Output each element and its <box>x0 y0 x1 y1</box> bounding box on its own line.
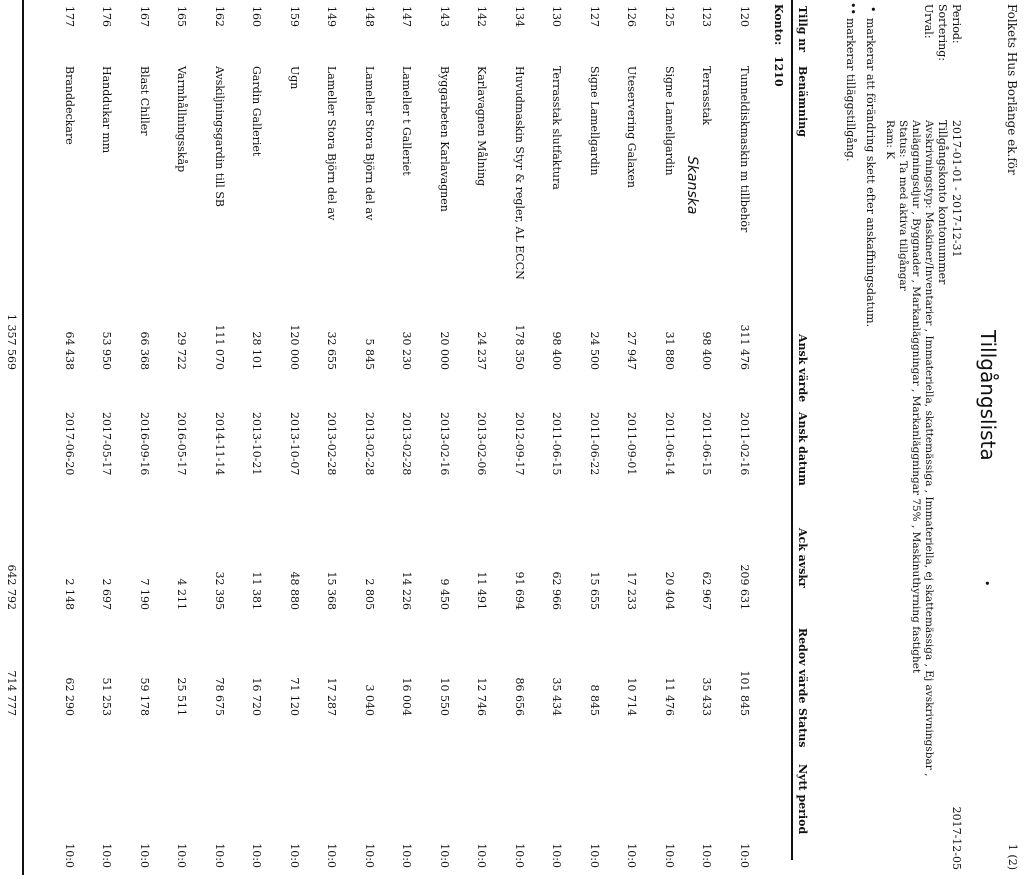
column-header-status: Status <box>796 708 809 748</box>
cell-asset-number: 176 <box>100 6 113 27</box>
cell-asset-number: 159 <box>288 6 301 27</box>
title-dot: • <box>980 580 993 587</box>
cell-accumulated-depreciation: 91 694 <box>513 571 526 610</box>
cell-accumulated-depreciation: 20 404 <box>663 571 676 610</box>
cell-acquisition-date: 2017-06-20 <box>63 412 76 476</box>
cell-asset-number: 125 <box>663 6 676 27</box>
cell-acquisition-date: 2013-02-28 <box>325 412 338 476</box>
cell-accumulated-depreciation: 62 966 <box>550 571 563 610</box>
selection-label: Urval: <box>922 4 935 39</box>
cell-accumulated-depreciation: 2 148 <box>63 578 76 610</box>
cell-useful-life: 10:0 <box>513 843 526 868</box>
cell-acquisition-date: 2011-06-14 <box>663 412 676 476</box>
cell-book-value: 16 004 <box>400 677 413 716</box>
cell-accumulated-depreciation: 2 805 <box>363 578 376 610</box>
cell-book-value: 78 675 <box>213 677 226 716</box>
cell-acquisition-value: 178 350 <box>513 324 526 370</box>
totals-rule <box>22 0 24 875</box>
cell-acquisition-date: 2011-02-16 <box>738 412 751 476</box>
cell-description: Signe Lamellgardin <box>663 66 676 176</box>
cell-acquisition-value: 66 368 <box>138 331 151 370</box>
cell-useful-life: 10:0 <box>438 843 451 868</box>
cell-description: Lameller t Galleriet <box>400 66 413 176</box>
cell-book-value: 8 845 <box>588 684 601 716</box>
cell-acquisition-value: 31 880 <box>663 331 676 370</box>
selection-line-1: Avskrivningstyp: Maskiner/Inventarier , Immateriella, skattemässiga , Immateriella, ej skattemässiga , Ej avskrivningsbar , <box>923 120 935 777</box>
account-label: Konto: <box>772 4 785 46</box>
cell-accumulated-depreciation: 15 368 <box>325 571 338 610</box>
cell-description: Ugn <box>288 66 301 90</box>
cell-asset-number: 130 <box>550 6 563 27</box>
cell-acquisition-value: 32 655 <box>325 331 338 370</box>
cell-book-value: 59 178 <box>138 677 151 716</box>
cell-accumulated-depreciation: 9 450 <box>438 578 451 610</box>
cell-acquisition-date: 2012-09-17 <box>513 412 526 476</box>
cell-description: Karlavagnen Målning <box>475 66 488 187</box>
page-title: Tillgångslista <box>976 330 1000 461</box>
cell-asset-number: 147 <box>400 6 413 27</box>
cell-useful-life: 10:0 <box>138 843 151 868</box>
period-value: 2017-01-01 - 2017-12-31 <box>950 120 963 258</box>
cell-useful-life: 10:0 <box>700 843 713 868</box>
cell-acquisition-value: 29 722 <box>175 331 188 370</box>
account-number: 1210 <box>772 56 785 87</box>
cell-acquisition-value: 111 070 <box>213 324 226 370</box>
cell-acquisition-date: 2016-09-16 <box>138 412 151 476</box>
cell-acquisition-value: 27 947 <box>625 331 638 370</box>
column-header-book-value: Redov värde <box>796 628 809 704</box>
cell-acquisition-value: 64 438 <box>63 331 76 370</box>
cell-asset-number: 142 <box>475 6 488 27</box>
cell-acquisition-value: 311 476 <box>738 324 751 370</box>
cell-acquisition-value: 98 400 <box>550 331 563 370</box>
cell-useful-life: 10:0 <box>625 843 638 868</box>
cell-description: Signe Lamellgardin <box>588 66 601 176</box>
cell-description: Uteservering Galaxen <box>625 66 638 188</box>
cell-asset-number: 148 <box>363 6 376 27</box>
cell-accumulated-depreciation: 4 211 <box>175 578 188 610</box>
selection-line-3: Status: Ta med aktiva tillgångar <box>897 120 909 291</box>
cell-useful-life: 10:0 <box>175 843 188 868</box>
handwritten-annotation: Skanska <box>684 156 700 215</box>
cell-book-value: 17 287 <box>325 677 338 716</box>
note-2-marker: •• <box>846 2 859 15</box>
cell-book-value: 3 040 <box>363 684 376 716</box>
cell-useful-life: 10:0 <box>288 843 301 868</box>
cell-description: Lameller Stora Björn del av <box>325 66 338 221</box>
cell-acquisition-date: 2011-06-15 <box>550 412 563 476</box>
cell-acquisition-value: 20 000 <box>438 331 451 370</box>
cell-asset-number: 165 <box>175 6 188 27</box>
cell-acquisition-date: 2014-11-14 <box>213 412 226 476</box>
total-book-value: 714 777 <box>5 670 18 716</box>
cell-acquisition-value: 5 845 <box>363 338 376 370</box>
total-accumulated-depreciation: 642 792 <box>5 564 18 610</box>
cell-accumulated-depreciation: 62 967 <box>700 571 713 610</box>
report-date: 2017-12-05 <box>950 806 963 870</box>
cell-acquisition-value: 53 950 <box>100 331 113 370</box>
cell-book-value: 25 511 <box>175 677 188 716</box>
cell-acquisition-value: 98 400 <box>700 331 713 370</box>
cell-acquisition-date: 2011-06-15 <box>700 412 713 476</box>
header-rule <box>791 0 793 860</box>
cell-asset-number: 120 <box>738 6 751 27</box>
cell-book-value: 101 845 <box>738 670 751 716</box>
note-2-text: markerar tilläggstillgång. <box>844 18 857 162</box>
cell-accumulated-depreciation: 14 226 <box>400 571 413 610</box>
cell-description: Branddeckare <box>63 66 76 145</box>
cell-acquisition-date: 2013-02-06 <box>475 412 488 476</box>
cell-description: Varmhållningsskåp <box>175 66 188 173</box>
cell-asset-number: 143 <box>438 6 451 27</box>
cell-description: Gardin Galleriet <box>250 66 263 157</box>
cell-description: Lameller Stora Björn del av <box>363 66 376 221</box>
cell-acquisition-date: 2017-05-17 <box>100 412 113 476</box>
note-1-text: markerar att förändring skett efter anskaffningsdatum. <box>864 18 877 328</box>
column-header-acquisition-date: Ansk datum <box>796 412 809 486</box>
cell-book-value: 35 433 <box>700 677 713 716</box>
company-name: Folkets Hus Borlänge ek.för <box>1005 4 1019 175</box>
cell-description: Avskiljningsgardin till SB <box>213 66 226 207</box>
cell-description: Byggarbeten Karlavagnen <box>438 66 451 212</box>
cell-asset-number: 167 <box>138 6 151 27</box>
cell-acquisition-date: 2013-10-21 <box>250 412 263 476</box>
sort-label: Sortering: <box>936 4 949 61</box>
cell-useful-life: 10:0 <box>400 843 413 868</box>
cell-acquisition-date: 2011-09-01 <box>625 412 638 476</box>
cell-accumulated-depreciation: 17 233 <box>625 571 638 610</box>
cell-useful-life: 10:0 <box>475 843 488 868</box>
cell-useful-life: 10:0 <box>663 843 676 868</box>
cell-acquisition-value: 120 000 <box>288 324 301 370</box>
cell-accumulated-depreciation: 209 631 <box>738 564 751 610</box>
column-header-accumulated-depreciation: Ack avskr <box>796 528 809 588</box>
cell-useful-life: 10:0 <box>588 843 601 868</box>
cell-asset-number: 123 <box>700 6 713 27</box>
cell-acquisition-date: 2016-05-17 <box>175 412 188 476</box>
cell-accumulated-depreciation: 15 655 <box>588 571 601 610</box>
column-header-asset-number: Tillg nr <box>796 6 809 53</box>
cell-description: Handdukar mm <box>100 66 113 154</box>
page-number: 1 (2) <box>1006 843 1019 870</box>
selection-line-4: Ram: K <box>884 120 896 160</box>
selection-line-2: Anläggningsdjur , Byggnader , Markanläggningar , Markanläggningar 75% , Maskinuthyrning fastighet <box>910 120 922 674</box>
note-1-marker: • <box>866 6 879 13</box>
cell-accumulated-depreciation: 32 395 <box>213 571 226 610</box>
cell-description: Terrasstak <box>700 66 713 126</box>
cell-asset-number: 126 <box>625 6 638 27</box>
cell-useful-life: 10:0 <box>213 843 226 868</box>
cell-description: Terrasstak slutfaktura <box>550 66 563 190</box>
column-header-acquisition-value: Ansk värde <box>796 334 809 403</box>
cell-book-value: 10 550 <box>438 677 451 716</box>
cell-acquisition-value: 30 230 <box>400 331 413 370</box>
cell-acquisition-date: 2013-02-28 <box>363 412 376 476</box>
cell-book-value: 16 720 <box>250 677 263 716</box>
period-label: Period: <box>950 4 963 44</box>
cell-asset-number: 177 <box>63 6 76 27</box>
cell-useful-life: 10:0 <box>738 843 751 868</box>
cell-accumulated-depreciation: 11 381 <box>250 571 263 610</box>
cell-book-value: 10 714 <box>625 677 638 716</box>
cell-asset-number: 127 <box>588 6 601 27</box>
cell-book-value: 51 253 <box>100 677 113 716</box>
cell-asset-number: 162 <box>213 6 226 27</box>
cell-useful-life: 10:0 <box>325 843 338 868</box>
cell-book-value: 71 120 <box>288 677 301 716</box>
cell-acquisition-value: 28 101 <box>250 331 263 370</box>
cell-acquisition-date: 2013-10-07 <box>288 412 301 476</box>
cell-accumulated-depreciation: 11 491 <box>475 571 488 610</box>
cell-acquisition-value: 24 237 <box>475 331 488 370</box>
cell-description: Tunneldiskmaskin m tillbehör <box>738 66 751 233</box>
column-header-useful-life: Nytt period <box>796 764 809 835</box>
total-acquisition-value: 1 357 569 <box>5 314 18 370</box>
cell-accumulated-depreciation: 2 697 <box>100 578 113 610</box>
cell-book-value: 11 476 <box>663 677 676 716</box>
cell-book-value: 86 656 <box>513 677 526 716</box>
column-header-description: Benämning <box>796 66 809 137</box>
cell-asset-number: 134 <box>513 6 526 27</box>
cell-asset-number: 149 <box>325 6 338 27</box>
cell-description: Huvudmaskin Styr & regler, AL ECCN <box>513 66 526 280</box>
cell-asset-number: 160 <box>250 6 263 27</box>
cell-acquisition-value: 24 500 <box>588 331 601 370</box>
sort-value: Tillgångskonto kontonummer <box>936 120 949 285</box>
cell-book-value: 62 290 <box>63 677 76 716</box>
cell-book-value: 12 746 <box>475 677 488 716</box>
cell-useful-life: 10:0 <box>363 843 376 868</box>
cell-accumulated-depreciation: 7 190 <box>138 578 151 610</box>
cell-description: Blast Chiller <box>138 66 151 136</box>
cell-accumulated-depreciation: 48 880 <box>288 571 301 610</box>
cell-acquisition-date: 2013-02-16 <box>438 412 451 476</box>
cell-useful-life: 10:0 <box>550 843 563 868</box>
cell-useful-life: 10:0 <box>63 843 76 868</box>
cell-acquisition-date: 2013-02-28 <box>400 412 413 476</box>
cell-book-value: 35 434 <box>550 677 563 716</box>
cell-useful-life: 10:0 <box>100 843 113 868</box>
cell-useful-life: 10:0 <box>250 843 263 868</box>
cell-acquisition-date: 2011-06-22 <box>588 412 601 476</box>
